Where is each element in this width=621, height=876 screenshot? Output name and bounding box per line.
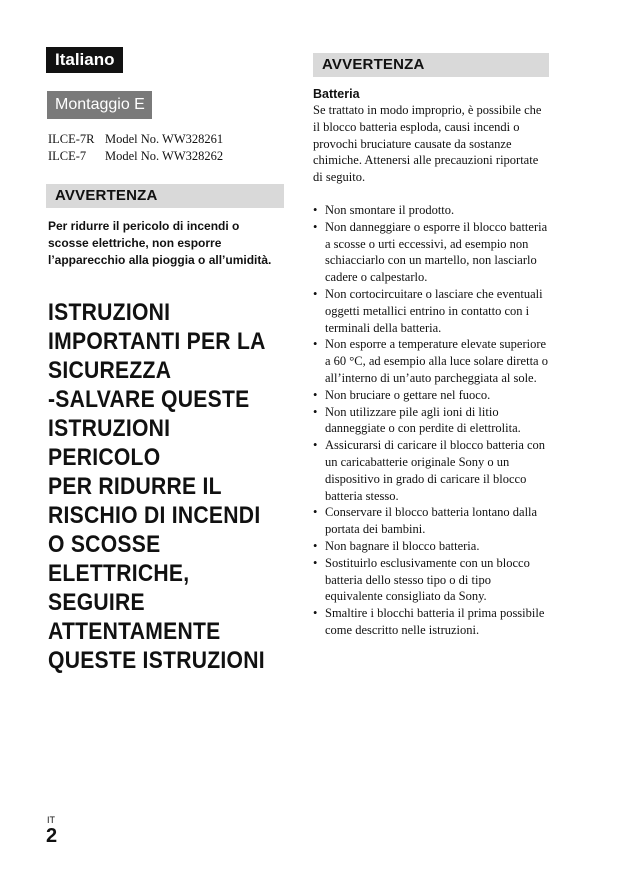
model-number: Model No. WW328261 [105,132,224,146]
list-item: • Non bagnare il blocco batteria. [313,538,549,555]
model-row [48,148,223,165]
model-row [48,131,223,148]
model-code: ILCE-7 [48,149,87,163]
safety-title-line: ISTRUZIONI [48,415,171,442]
safety-title-line: ISTRUZIONI [48,299,171,326]
list-item: • Conservare il blocco batteria lontano dalla portata dei bambini. [313,504,549,538]
mount-label: Montaggio E [47,91,152,119]
model-code: ILCE-7R [48,132,95,146]
safety-instructions-title [48,298,266,675]
safety-title-line: ELETTRICHE, [48,560,190,587]
list-item: • Sostituirlo esclusivamente con un blocco batteria dello stesso tipo o di tipo equivalente consigliato da Sony. [313,555,549,605]
page-number: 2 [46,825,58,847]
language-label: Italiano [46,47,123,73]
list-item: • Non smontare il prodotto. [313,202,549,219]
safety-title-line: PERICOLO [48,444,161,471]
list-item: • Non utilizzare pile agli ioni di litio danneggiate o con perdite di elettrolita. [313,404,549,438]
safety-title-line: IMPORTANTI PER LA [48,328,266,355]
safety-title-line: -SALVARE QUESTE [48,386,250,413]
warning-heading-left: AVVERTENZA [46,184,284,208]
safety-title-line: O SCOSSE [48,531,161,558]
list-item: • Non bruciare o gettare nel fuoco. [313,387,549,404]
page-language-code: IT [47,815,55,825]
battery-intro: Se trattato in modo improprio, è possibile che il blocco batteria esploda, causi incendi o provochi bruciature causate da sostanze chimiche. Attenersi alle precauzioni riportate di seguito. [313,103,542,185]
list-item: • Non cortocircuitare o lasciare che eventuali oggetti metallici entrino in contatto con i terminali della batteria. [313,286,549,336]
list-item: • Non danneggiare o esporre il blocco batteria a scosse o urti eccessivi, ad esempio non schiacciarlo con un martello, non lasciarlo cadere o calpestarlo. [313,219,549,286]
list-item: • Assicurarsi di caricare il blocco batteria con un caricabatterie originale Sony o un dispositivo in grado di caricare il blocco batteria stesso. [313,437,549,504]
list-item: • Non esporre a temperature elevate superiore a 60 °C, ad esempio alla luce solare diretta o all’interno di un’auto parcheggiata al sole. [313,336,549,386]
battery-precautions-list [313,202,549,639]
battery-heading: Batteria [313,87,360,101]
list-item: • Smaltire i blocchi batteria il prima possibile come descritto nelle istruzioni. [313,605,549,639]
warning-heading-right: AVVERTENZA [313,53,549,77]
safety-title-line: PER RIDURRE IL [48,473,222,500]
warning-text: Per ridurre il pericolo di incendi o scosse elettriche, non esporre l’apparecchio alla pioggia o all’umidità. [48,219,272,267]
safety-title-line: SICUREZZA [48,357,172,384]
model-number: Model No. WW328262 [105,149,224,163]
model-list [48,131,223,165]
safety-title-line: RISCHIO DI INCENDI [48,502,261,529]
safety-title-line: QUESTE ISTRUZIONI [48,647,265,674]
safety-title-line: ATTENTAMENTE [48,618,221,645]
safety-title-line: SEGUIRE [48,589,145,616]
